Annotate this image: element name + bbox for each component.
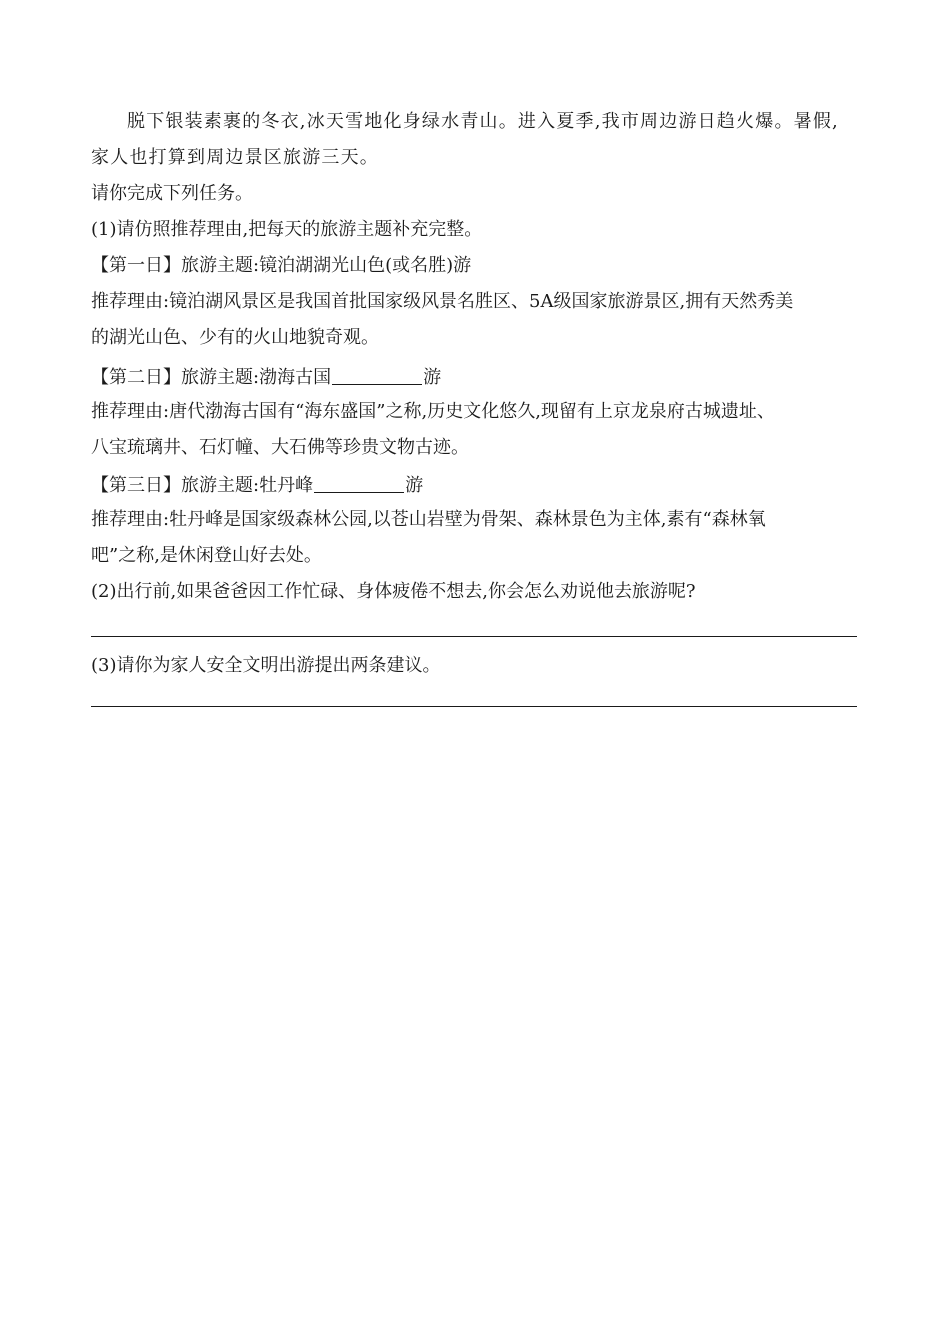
question-3-answer-line[interactable] xyxy=(91,706,857,707)
day-3-heading xyxy=(91,472,861,498)
day-3-heading-suffix: 游 xyxy=(405,475,424,496)
day-2-reason-line-1: 推荐理由:唐代渤海古国有“海东盛国”之称,历史文化悠久,现留有上京龙泉府古城遗址、 xyxy=(91,401,775,422)
day-3-reason-line-2: 吧”之称,是休闲登山好去处。 xyxy=(91,545,322,566)
day-3-reason-line-1: 推荐理由:牡丹峰是国家级森林公园,以苍山岩壁为骨架、森林景色为主体,素有“森林氧 xyxy=(91,509,766,530)
day-1-reason-line-2: 的湖光山色、少有的火山地貌奇观。 xyxy=(91,327,379,348)
day-2-heading-prefix: 【第二日】旅游主题:渤海古国 xyxy=(91,367,332,388)
day-2-heading-suffix: 游 xyxy=(423,367,442,388)
day-2-heading xyxy=(91,364,861,390)
task-prompt: 请你完成下列任务。 xyxy=(91,183,253,204)
question-2-answer-line[interactable] xyxy=(91,636,857,637)
question-3-prompt: (3)请你为家人安全文明出游提出两条建议。 xyxy=(91,655,441,676)
intro-paragraph-line-1: 脱下银装素裹的冬衣,冰天雪地化身绿水青山。进入夏季,我市周边游日趋火爆。暑假, xyxy=(127,111,839,132)
question-2-prompt: (2)出行前,如果爸爸因工作忙碌、身体疲倦不想去,你会怎么劝说他去旅游呢? xyxy=(91,581,696,602)
day-3-heading-prefix: 【第三日】旅游主题:牡丹峰 xyxy=(91,475,314,496)
day-2-reason-line-2: 八宝琉璃井、石灯幢、大石佛等珍贵文物古迹。 xyxy=(91,437,469,458)
day-2-answer-blank[interactable] xyxy=(332,364,422,385)
day-1-heading: 【第一日】旅游主题:镜泊湖湖光山色(或名胜)游 xyxy=(91,255,472,276)
question-1-prompt: (1)请仿照推荐理由,把每天的旅游主题补充完整。 xyxy=(91,219,483,240)
day-3-answer-blank[interactable] xyxy=(314,472,404,493)
intro-paragraph-line-2: 家人也打算到周边景区旅游三天。 xyxy=(91,147,379,168)
day-1-reason-line-1: 推荐理由:镜泊湖风景区是我国首批国家级风景名胜区、5A级国家旅游景区,拥有天然秀美 xyxy=(91,291,794,312)
